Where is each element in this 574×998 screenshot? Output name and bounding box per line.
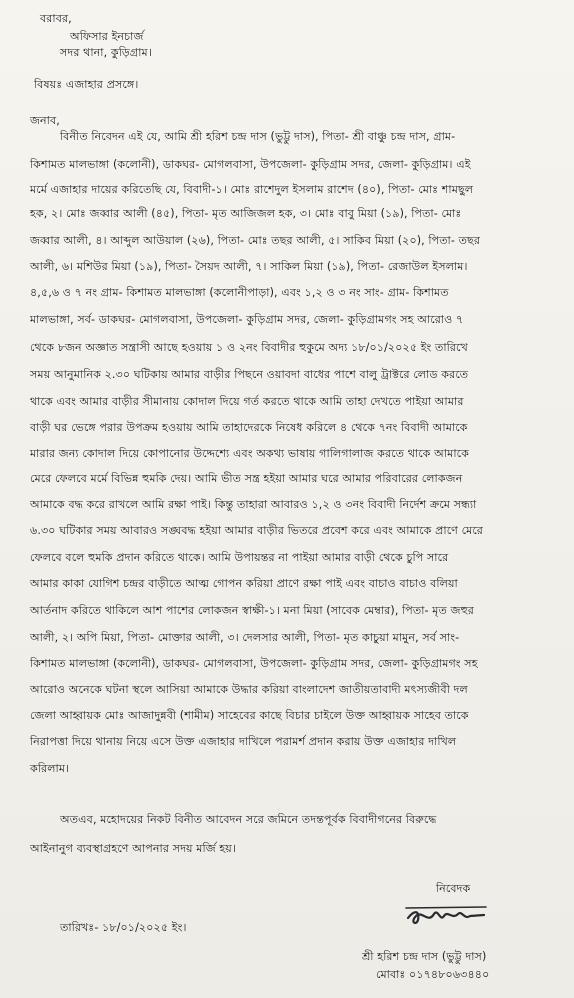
petitioner-mobile: মোবাঃ ০১৭৪৮০৬৩৪৪০ <box>376 968 490 981</box>
recipient-title: অফিসার ইনচার্জ <box>70 30 144 43</box>
body-line: জেলা আহ্বায়ক মোঃ আজাদুন্নবী (শামীম) সাহেবের কাছে বিচার চাইলে উক্ত আহ্বায়ক সাহেব তাকে <box>30 709 469 722</box>
body-line: কিশামত মালভাঙ্গা (কলোনী), ডাকঘর- মোগলবাসা, উপজেলা- কুড়িগ্রাম সদর, জেলা- কুড়িগ্রামগং সহ <box>30 657 478 670</box>
body-line: জব্বার আলী, ৪। আব্দুল আউয়াল (২৬), পিতা- মোঃ তছর আলী, ৫। সাকিব মিয়া (২০), পিতা- তছর <box>30 234 481 247</box>
body-line: ৪,৫,৬ ও ৭ নং গ্রাম- কিশামত মালভাঙ্গা (কলোনীপাড়া), এবং ১,২ ও ৩ নং সাং- গ্রাম- কিশামত <box>30 286 449 299</box>
letter-date: তারিখঃ- ১৮/০১/২০২৫ ইং। <box>60 921 187 934</box>
petitioner-name: শ্রী হরিশ চন্দ্র দাস (ভুট্টু দাস) <box>362 950 487 963</box>
body-line: সময় আনুমানিক ২.৩০ ঘটিকায় আমার বাড়ীর পিছনে ওয়াবদা বাধের পাশে বালু ট্রাক্টরে লোড করতে <box>30 368 469 381</box>
body-line: মালভাঙ্গা, সর্ব- ডাকঘর- মোগলবাসা, উপজেলা- কুড়িগ্রাম সদর, জেলা- কুড়িগ্রামগং সহ আরোও ৭ <box>30 313 464 326</box>
body-line: আর্তনাদ করিতে থাকিলে আশ পাশের লোকজন স্বাক্ষী-১। মনা মিয়া (সাবেক মেম্বার), পিতা- মৃত জহুর <box>30 604 474 617</box>
body-line: আলী, ২। অপি মিয়া, পিতা- মোক্তার আলী, ৩। দেলসার আলী, পিতা- মৃত কাচুয়া মামুন, সর্ব সাং- <box>30 631 460 644</box>
body-line: মেরে ফেলবে মর্মে বিভিন্ন হুমকি দেয়। আমি ভীত সন্ত্র হইয়া আমার ঘরে আমার পরিবারের লোকজন <box>30 472 463 485</box>
body-line: ফেলবে বলে হুমকি প্রদান করিতে থাকে। আমি উপায়ন্তর না পাইয়া আমার বাড়ী থেকে চুপি সারে <box>30 551 449 564</box>
body-line: মর্মে এজাহার দায়ের করিতেছি যে, বিবাদী-১। মোঃ রাশেদুল ইসলাম রাশেদ (৪০), পিতা- মোঃ শামছুল <box>30 183 474 196</box>
body-line: বিনীত নিবেদন এই যে, আমি শ্রী হরিশ চন্দ্র দাস (ভুট্টু দাস), পিতা- শ্রী বাঞ্চু চন্দ্র দাস, গ্রাম- <box>60 130 456 143</box>
body-line: হক, ২। মোঃ জব্বার আলী (৪৫), পিতা- মৃত আজিজল হক, ৩। মোঃ বাবু মিয়া (১৯), পিতা- মোঃ <box>30 207 462 220</box>
body-line: আমাকে বদ্ধ করে রাখলে আমি রক্ষা পাই। কিন্তু তাহারা আবারও ১,২ ও ৩নং বিবাদী নির্দেশ ক্রমে সন্ধ্যা <box>30 498 477 511</box>
body-line: ৬.৩০ ঘটিকার সময় আবারও সঙ্ঘবদ্ধ হইয়া আমার বাড়ীর ভিতরে প্রবেশ করে এবং আমাকে প্রাণে মেরে <box>30 524 484 537</box>
signature-icon <box>404 904 488 928</box>
signature-text: হরিশ <box>440 919 452 926</box>
salutation: জনাব, <box>30 114 60 127</box>
police-station: সদর থানা, কুড়িগ্রাম। <box>60 46 152 59</box>
closing-request: অতএব, মহোদয়ের নিকট বিনীত আবেদন সরে জমিনে তদন্তপূর্বক বিবাদীগনের বিরুদ্ধে <box>60 813 437 826</box>
body-line: বাড়ী ঘর ভেঙ্গে পরার উপক্রম হওয়ায় আমি তাহাদেরকে নিষেধ করিলে ৪ থেকে ৭নং বিবাদী আমাকে <box>30 421 468 434</box>
subject-line: বিষয়ঃ এজাহার প্রসঙ্গে। <box>34 78 139 91</box>
body-line: থাকে এবং আমার বাড়ীর সীমানায় কোদাল দিয়ে গর্ত করতে থাকে আমি তাহা দেখতে পাইয়া আমার <box>30 395 464 408</box>
body-line: আরোও অনেকে ঘটনা স্থলে আসিয়া আমাকে উদ্ধার করিয়া বাংলাদেশ জাতীয়তাবাদী মৎস্যজীবী দল <box>30 683 468 696</box>
body-line: কিশামত মালভাঙ্গা (কলোনী), ডাকঘর- মোগলবাসা, উপজেলা- কুড়িগ্রাম সদর, জেলা- কুড়িগ্রাম। এই <box>30 158 471 171</box>
body-line: নিরাপত্তা দিয়ে থানায় নিয়ে এসে উক্ত এজাহার দাখিলে পরামর্শ প্রদান করায় উক্ত এজাহার দাখিল <box>30 735 457 748</box>
body-line: আলী, ৬। মশিউর মিয়া (১৯), পিতা- সৈয়দ আলী, ৭। সাকিল মিয়া (১৯), পিতা- রেজাউল ইসলাম। <box>30 260 468 273</box>
closing-request-end: আইনানুগ ব্যবস্থাগ্রহণে আপনার সদয় মর্জি হয়। <box>30 842 236 855</box>
body-line: থেকে ৮জন অজ্ঞাত সন্ত্রাসী আছে হওয়ায় ১ ও ২নং বিবাদীর হুকুমে অদ্য ১৮/০১/২০২৫ ইং তারিখে <box>30 341 468 354</box>
body-line: মারার জন্য কোদাল দিয়ে কোপানোর উদ্দেশ্যে এবং অকথ্য ভাষায় গালিগালাজ করতে থাকে আমাকে <box>30 447 469 460</box>
petitioner-label: নিবেদক <box>436 882 471 895</box>
body-line: আমার কাকা যোগিশ চন্দ্রর বাড়ীতে আত্ম গোপন করিয়া প্রাণে রক্ষা পাই এবং বাচাও বাচাও বলিয়া <box>30 577 458 590</box>
body-line: করিলাম। <box>30 762 70 775</box>
addressee-to: বরাবর, <box>40 12 72 25</box>
